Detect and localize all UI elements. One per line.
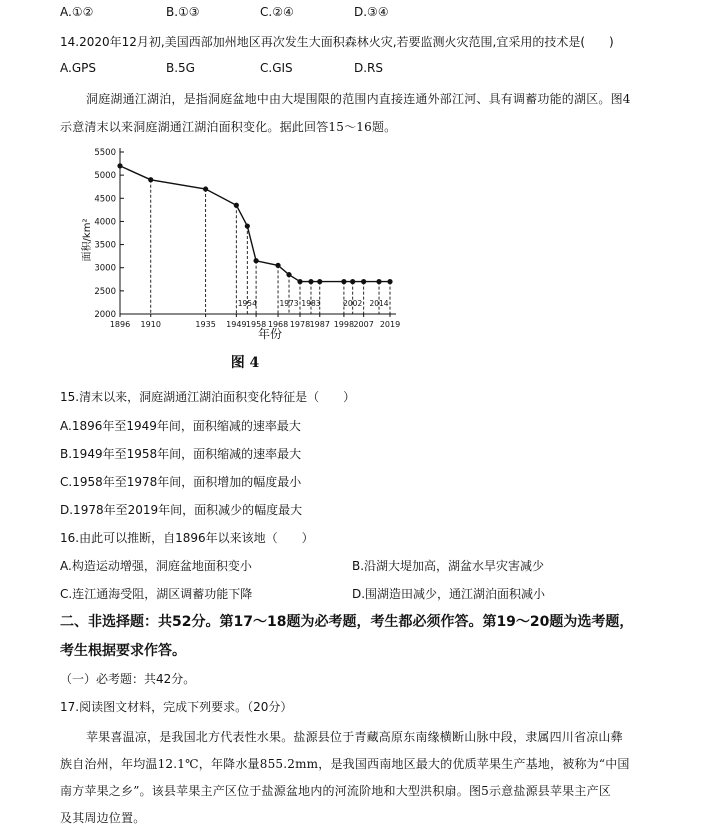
y-tick-label: 4000 <box>94 217 116 228</box>
q17-stem: 17.阅读图文材料，完成下列要求。（20分） <box>60 700 293 714</box>
y-tick-label: 5000 <box>94 171 116 182</box>
q17-para-line-3: 南方苹果之乡”。该县苹果主产区位于盐源盆地内的河流阶地和大型洪积扇。图5示意盐源县苹果主产区 <box>60 784 611 798</box>
data-point <box>308 279 313 284</box>
data-point <box>245 223 250 228</box>
data-point <box>297 279 302 284</box>
inner-year-label: 1973 <box>279 299 299 308</box>
x-tick-label: 1896 <box>109 320 131 329</box>
x-tick-label: 1998 <box>333 320 355 329</box>
x-tick-label: 2019 <box>379 320 401 329</box>
q15-stem: 15.清末以来，洞庭湖通江湖泊面积变化特征是（ ） <box>60 390 356 404</box>
inner-year-label: 1983 <box>301 299 321 308</box>
q17-para-line-1: 苹果喜温凉，是我国北方代表性水果。盐源县位于青藏高原东南缘横断山脉中段，隶属四川省凉山彝 <box>86 730 623 744</box>
q16-option-d: D.围湖造田减少，通江湖泊面积减小 <box>352 587 546 601</box>
area-change-chart <box>80 140 420 370</box>
q14-option-c: C.GIS <box>260 61 293 75</box>
q14-option-b: B.5G <box>166 61 195 75</box>
q13-option-a: A.①② <box>60 5 94 19</box>
q15-option-a: A.1896年至1949年间，面积缩减的速率最大 <box>60 419 301 433</box>
data-point <box>361 279 366 284</box>
data-point <box>148 177 153 182</box>
chart-ylabel: 面积/km² <box>82 218 93 262</box>
chart-xlabel: 年份 <box>257 327 283 341</box>
inner-year-label: 2014 <box>369 299 389 308</box>
data-point <box>234 203 239 208</box>
x-tick-label: 2007 <box>353 320 374 329</box>
x-tick-label: 1910 <box>140 320 161 329</box>
q14-stem: 14.2020年12月初,美国西部加州地区再次发生大面积森林火灾,若要监测火灾范围,宜采用的技术是( ) <box>60 35 614 49</box>
data-point <box>275 263 280 268</box>
data-point <box>286 272 291 277</box>
required-questions-note: （一）必考题：共42分。 <box>60 672 196 686</box>
q16-option-b: B.沿湖大堤加高，湖盆水旱灾害减少 <box>352 559 545 573</box>
y-tick-label: 5500 <box>94 148 116 158</box>
data-point <box>341 279 346 284</box>
area-series-line <box>120 166 390 282</box>
inner-year-label: 1954 <box>237 299 257 308</box>
q15-option-b: B.1949年至1958年间，面积缩减的速率最大 <box>60 447 302 461</box>
section-2-heading-line-1: 二、非选择题：共52分。第17～18题为必考题，考生都必须作答。第19～20题为选考题， <box>60 614 634 630</box>
x-tick-label: 1935 <box>195 320 216 329</box>
x-tick-label: 1987 <box>309 320 330 329</box>
x-tick-label: 1949 <box>226 320 247 329</box>
q14-option-a: A.GPS <box>60 61 96 75</box>
data-point <box>350 279 355 284</box>
data-point <box>317 279 322 284</box>
q16-stem: 16.由此可以推断，自1896年以来该地（ ） <box>60 531 314 545</box>
intro-line-1: 洞庭湖通江湖泊，是指洞庭盆地中由大堤围限的范围内直接连通外部江河、具有调蓄功能的湖区。图4 <box>86 92 631 106</box>
y-tick-label: 3000 <box>94 263 116 274</box>
data-point <box>376 279 381 284</box>
y-tick-label: 4500 <box>94 194 116 205</box>
data-point <box>117 163 122 168</box>
q13-option-c: C.②④ <box>260 5 294 19</box>
intro-line-2: 示意清末以来洞庭湖通江湖泊面积变化。据此回答15～16题。 <box>60 120 397 134</box>
section-2-heading-line-2: 考生根据要求作答。 <box>60 643 186 659</box>
q15-option-c: C.1958年至1978年间，面积增加的幅度最小 <box>60 475 302 489</box>
q14-option-d: D.RS <box>354 61 384 75</box>
chart-title: 图 4 <box>230 355 260 370</box>
q13-option-b: B.①③ <box>166 5 200 19</box>
inner-year-label: 2002 <box>343 299 363 308</box>
q17-para-line-2: 族自治州，年均温12.1℃，年降水量855.2mm，是我国西南地区最大的优质苹果生产基地，被称为“中国 <box>60 757 630 771</box>
q15-option-d: D.1978年至2019年间，面积减少的幅度最大 <box>60 503 303 517</box>
x-tick-label: 1978 <box>289 320 311 329</box>
q16-option-c: C.连江通海受阻，湖区调蓄功能下降 <box>60 587 253 601</box>
data-point <box>203 186 208 191</box>
data-point <box>387 279 392 284</box>
y-tick-label: 2500 <box>94 286 116 297</box>
x-tick-label: 1968 <box>267 320 289 329</box>
data-point <box>253 258 258 263</box>
y-tick-label: 2000 <box>94 310 116 320</box>
x-tick-label: 1958 <box>245 320 267 329</box>
q17-para-line-4: 及其周边位置。 <box>60 811 146 825</box>
q13-option-d: D.③④ <box>354 5 389 19</box>
q16-option-a: A.构造运动增强，洞庭盆地面积变小 <box>60 559 252 573</box>
y-tick-label: 3500 <box>94 240 116 251</box>
